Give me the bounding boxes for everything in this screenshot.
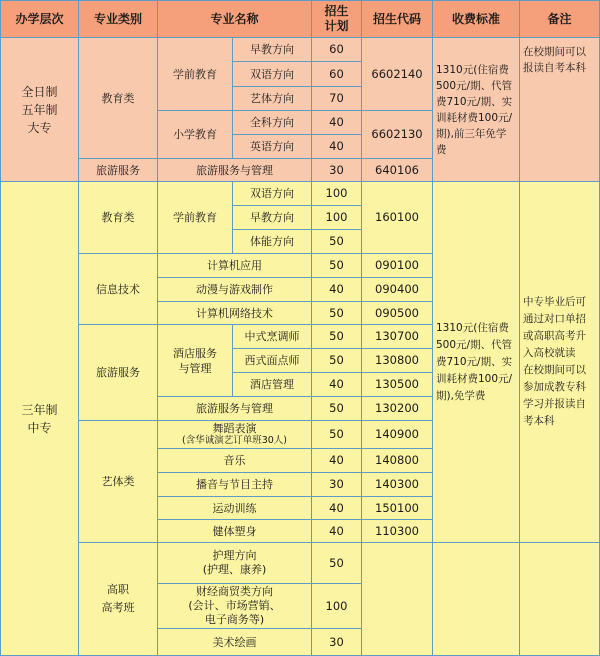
major-sports-training: 运动训练 [157, 496, 312, 520]
major-broadcast-host: 播音与节目主持 [157, 472, 312, 497]
major-tourism-mgmt: 旅游服务与管理 [157, 396, 312, 421]
major-preschool: 学前教育 [157, 37, 233, 111]
major-nursing: 护理方向 (护理、康养) [157, 542, 312, 584]
plan-count: 50 [311, 396, 362, 421]
major-fitness: 健体塑身 [157, 519, 312, 543]
header-major: 专业名称 [157, 0, 312, 38]
remark: 在校期间可以报读自考本科 [519, 37, 600, 182]
direction-general: 全科方向 [232, 110, 312, 135]
enroll-code: 110300 [361, 519, 433, 543]
plan-count: 40 [311, 519, 362, 543]
category-tourism: 旅游服务 [78, 324, 158, 421]
major-fine-arts: 美术绘画 [157, 628, 312, 656]
major-network: 计算机网络技术 [157, 301, 312, 325]
enroll-code: 090400 [361, 277, 433, 302]
direction-western-pastry: 西式面点师 [232, 348, 312, 373]
plan-count: 60 [311, 61, 362, 87]
enroll-code: 140900 [361, 420, 433, 449]
enroll-code: 640106 [361, 158, 433, 182]
plan-count: 40 [311, 277, 362, 302]
plan-count: 50 [311, 301, 362, 325]
header-level: 办学层次 [0, 0, 79, 38]
category-tourism: 旅游服务 [78, 158, 158, 182]
plan-count: 100 [311, 583, 362, 629]
category-exam-class: 高职 高考班 [78, 542, 158, 656]
plan-count: 50 [311, 229, 362, 254]
header-category: 专业类别 [78, 0, 158, 38]
fee-standard: 1310元(住宿费500元/期、代管费710元/期、实训耗材费100元/期),免学费 [432, 181, 520, 543]
header-code: 招生代码 [361, 0, 433, 38]
plan-count: 70 [311, 86, 362, 111]
plan-count: 50 [311, 324, 362, 349]
header-fee: 收费标准 [432, 0, 520, 38]
direction-arts: 艺体方向 [232, 86, 312, 111]
direction-english: 英语方向 [232, 134, 312, 159]
major-hotel: 酒店服务 与管理 [157, 324, 233, 397]
plan-count: 30 [311, 628, 362, 656]
major-tourism-mgmt: 旅游服务与管理 [157, 158, 312, 182]
plan-count: 60 [311, 37, 362, 62]
enroll-code: 130500 [361, 372, 433, 397]
enroll-code: 160100 [361, 181, 433, 254]
plan-count: 50 [311, 542, 362, 584]
plan-count: 50 [311, 420, 362, 449]
plan-count: 40 [311, 134, 362, 159]
major-finance-trade: 财经商贸类方向 (会计、市场营销、 电子商务等) [157, 583, 312, 629]
major-primary: 小学教育 [157, 110, 233, 159]
direction-bilingual: 双语方向 [232, 181, 312, 206]
enroll-code: 090100 [361, 253, 433, 278]
major-preschool: 学前教育 [157, 181, 233, 254]
category-arts-sports: 艺体类 [78, 420, 158, 543]
plan-count: 40 [311, 448, 362, 473]
plan-count: 40 [311, 110, 362, 135]
direction-early: 早教方向 [232, 205, 312, 230]
direction-pe: 体能方向 [232, 229, 312, 254]
major-animation-game: 动漫与游戏制作 [157, 277, 312, 302]
major-dance [157, 420, 312, 449]
major-music: 音乐 [157, 448, 312, 473]
direction-bilingual: 双语方向 [232, 61, 312, 87]
plan-count: 100 [311, 205, 362, 230]
remark: 中专毕业后可通过对口单招或高职高考升入高校就读 在校期间可以参加成教专科学习并报读自考本科 [519, 181, 600, 543]
enroll-code: 150100 [361, 496, 433, 520]
level-college: 全日制 五年制 大专 [0, 37, 79, 182]
category-education: 教育类 [78, 37, 158, 159]
direction-chinese-cook: 中式烹调师 [232, 324, 312, 349]
level-secondary: 三年制 中专 [0, 181, 79, 656]
category-education: 教育类 [78, 181, 158, 254]
enroll-code: 140800 [361, 448, 433, 473]
plan-count: 30 [311, 158, 362, 182]
direction-hotel-mgmt: 酒店管理 [232, 372, 312, 397]
direction-early: 早教方向 [232, 37, 312, 62]
plan-count: 50 [311, 348, 362, 373]
fee-standard: 1310元(住宿费500元/期、代管费710元/期、实训耗材费100元/期),前三年免学费 [432, 37, 520, 182]
enroll-code: 140300 [361, 472, 433, 497]
enroll-code: 130800 [361, 348, 433, 373]
plan-count: 50 [311, 253, 362, 278]
enroll-code-empty [361, 542, 433, 656]
enroll-code: 090500 [361, 301, 433, 325]
enroll-code: 6602140 [361, 37, 433, 111]
plan-count: 40 [311, 496, 362, 520]
plan-count: 30 [311, 472, 362, 497]
enroll-code: 6602130 [361, 110, 433, 159]
header-remark: 备注 [519, 0, 600, 38]
remark-empty [519, 542, 600, 656]
enroll-code: 130200 [361, 396, 433, 421]
header-plan: 招生 计划 [311, 0, 362, 38]
dance-label: 舞蹈表演 [212, 422, 257, 435]
category-it: 信息技术 [78, 253, 158, 325]
dance-note: (含华诚演艺订单班30人) [181, 435, 287, 446]
major-computer-app: 计算机应用 [157, 253, 312, 278]
fee-empty [432, 542, 520, 656]
plan-count: 100 [311, 181, 362, 206]
enroll-code: 130700 [361, 324, 433, 349]
plan-count: 40 [311, 372, 362, 397]
